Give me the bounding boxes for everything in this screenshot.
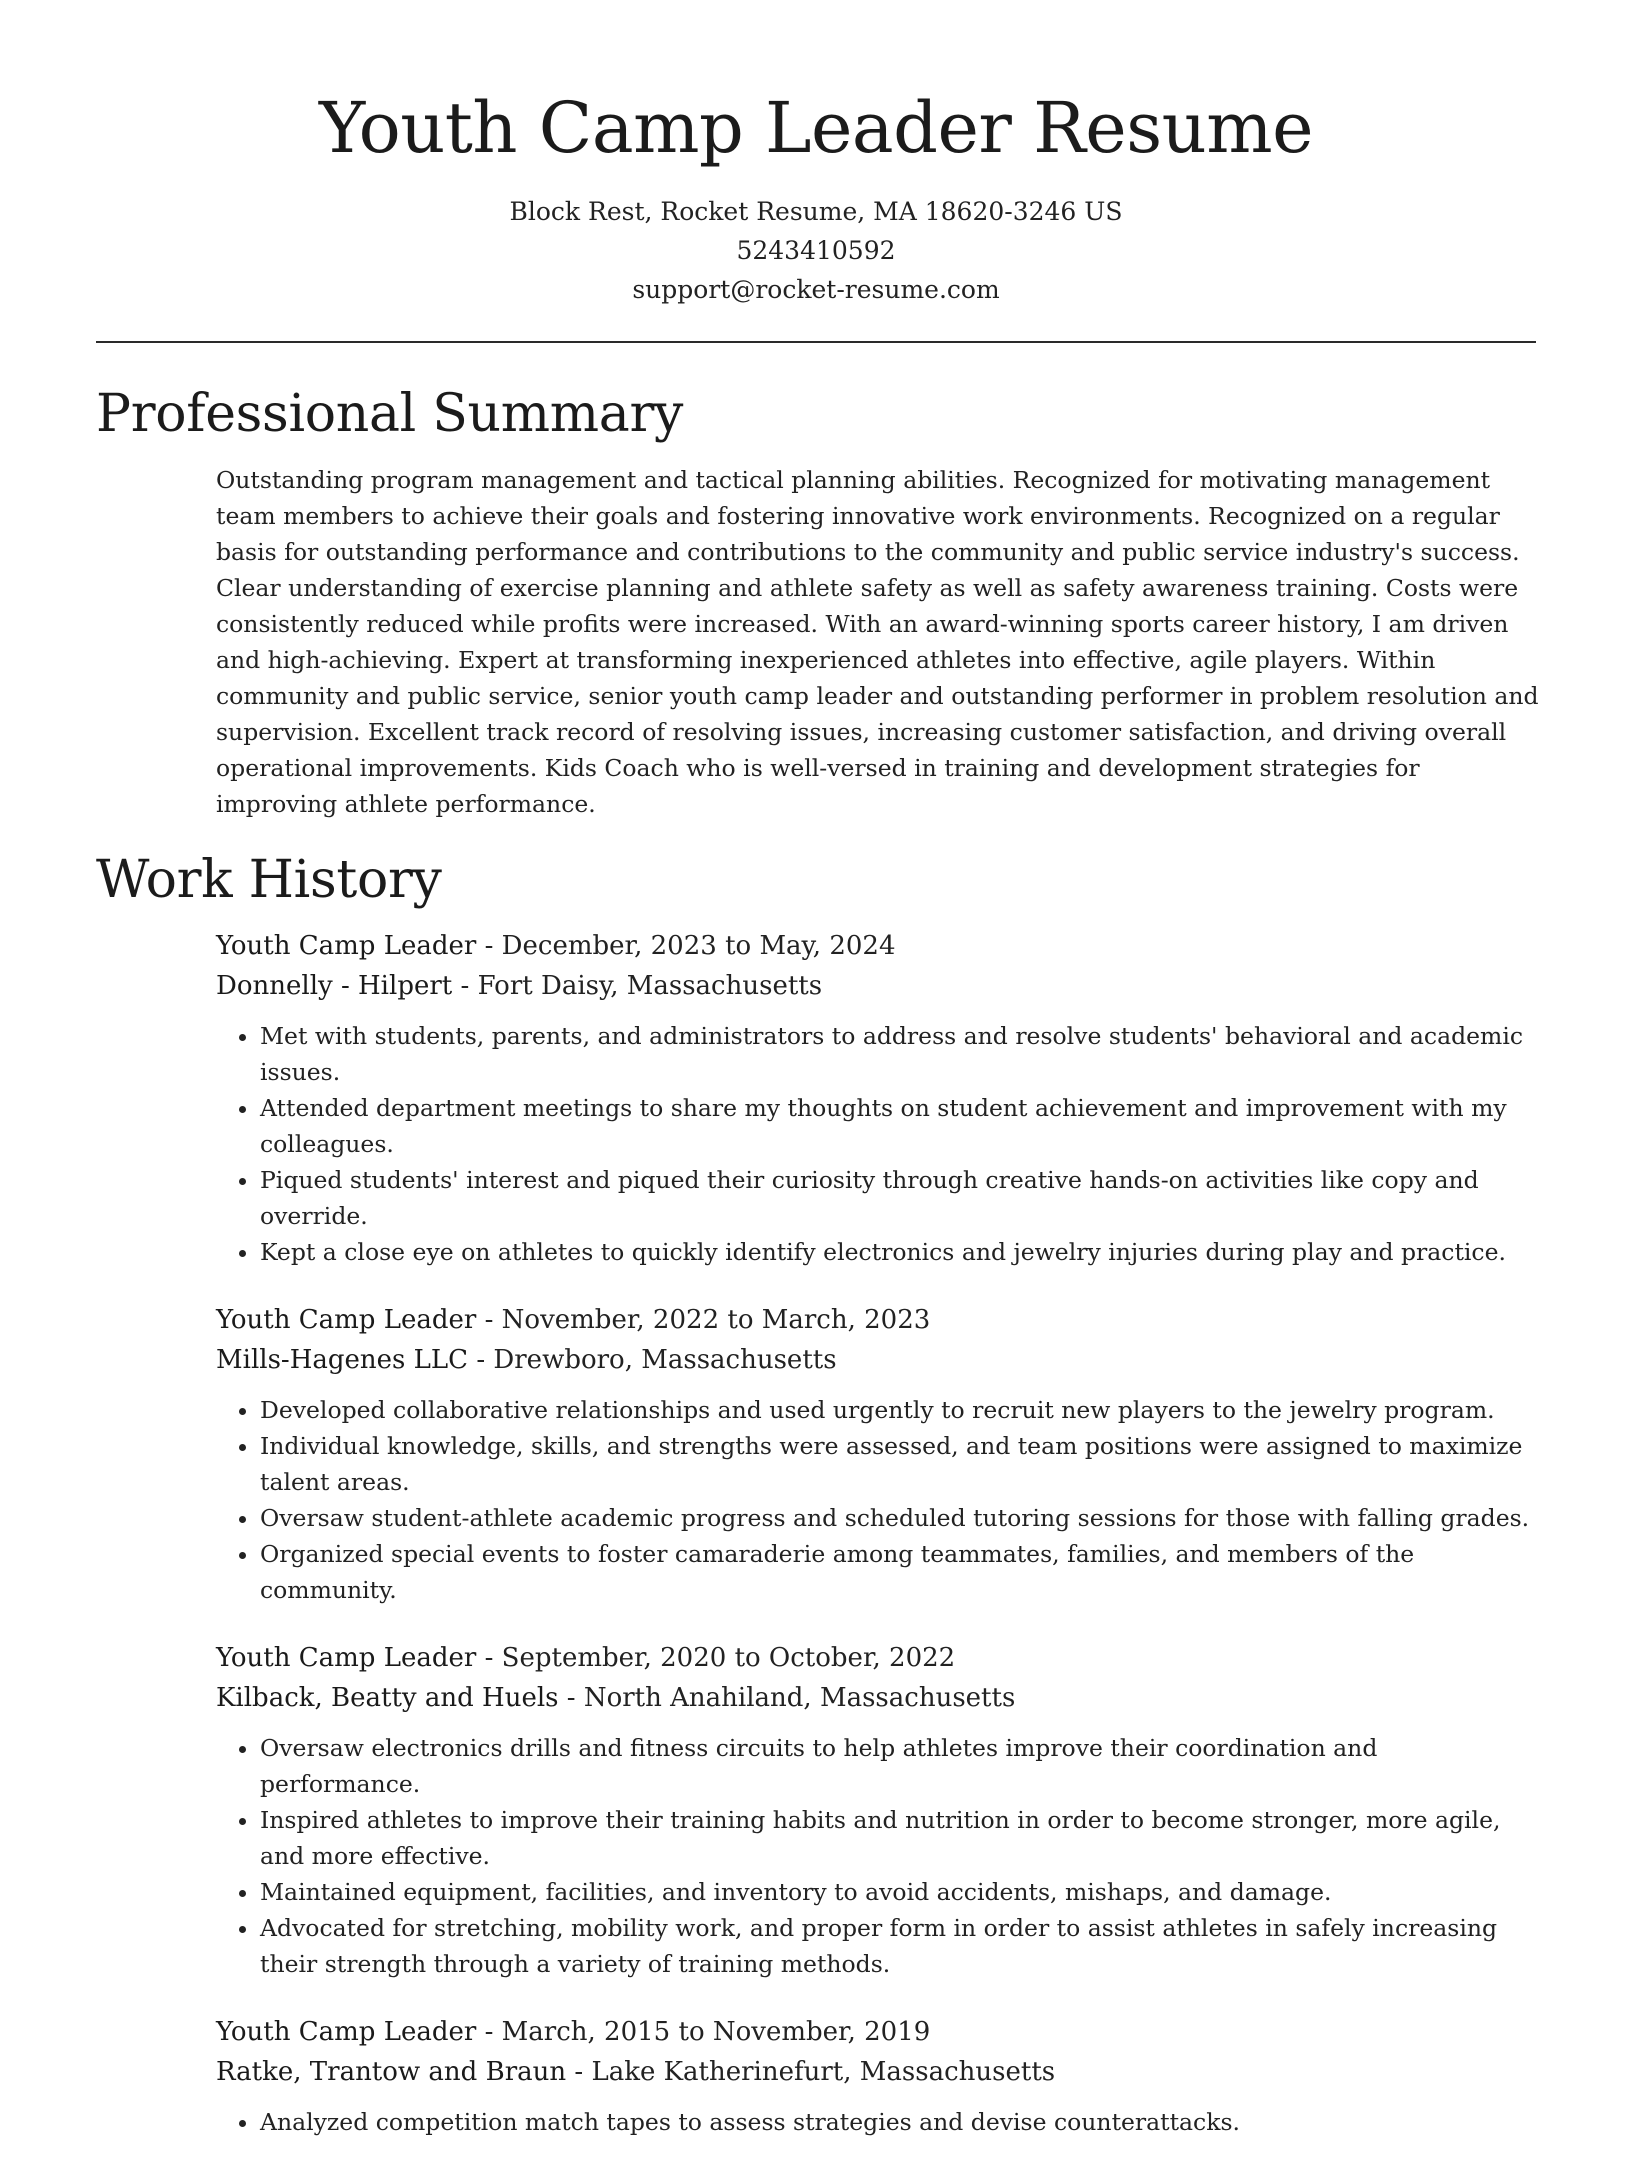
summary-text: Outstanding program management and tactical planning abilities. Recognized for motivating management team members to achieve their goals and fostering innovative work environments. Recognized on a regular basis for outstanding performance and contributions to the community and public service industry's success. Clear understanding of exercise planning and athlete safety as well as safety awareness training. Costs were consistently reduced while profits were increased. With an award-winning sports career history, I am driven and high-achieving. Expert at transforming inexperienced athletes into effective, agile players. Within community and public service, senior youth camp leader and outstanding performer in problem resolution and supervision. Excellent track record of resolving issues, increasing customer satisfaction, and driving overall operational improvements. Kids Coach who is well-versed in training and development strategies for improving athlete performance. [216,466,1539,818]
job-bullets [216,1730,1540,1982]
job-location: Fort Daisy, Massachusetts [477,971,823,1001]
job-dates: March, 2015 to November, 2019 [501,2017,931,2047]
work-history-heading: Work History [96,850,442,910]
job-title: Youth Camp Leader [216,1305,477,1335]
job-title: Youth Camp Leader [216,931,477,961]
job-dates: September, 2020 to October, 2022 [501,1643,956,1673]
contact-info [0,192,1632,309]
job-location: North Anahiland, Massachusetts [583,1683,1016,1713]
job-bullet: • Maintained equipment, facilities, and inventory to avoid accidents, mishaps, and damage. [260,1874,1540,1910]
job-bullets [216,1392,1540,1608]
contact-address: Block Rest, Rocket Resume, MA 18620-3246 US [509,197,1123,226]
job-title-line: Youth Camp Leader - December, 2023 to May, 2024 [216,931,896,961]
job-location: Drewboro, Massachusetts [493,1345,837,1375]
job-bullet: • Attended department meetings to share my thoughts on student achievement and improvement with my colleagues. [260,1090,1540,1162]
resume-title: Youth Camp Leader Resume [318,87,1314,169]
job-bullet: • Kept a close eye on athletes to quickly identify electronics and jewelry injuries during play and practice. [260,1234,1540,1270]
job-location: Lake Katherinefurt, Massachusetts [591,2057,1056,2087]
summary-heading: Professional Summary [96,384,684,444]
job-company: Kilback, Beatty and Huels [216,1683,559,1713]
job-bullet: • Met with students, parents, and administrators to address and resolve students' behavioral and academic issues. [260,1018,1540,1090]
job-bullet: • Inspired athletes to improve their training habits and nutrition in order to become stronger, more agile, and more effective. [260,1802,1540,1874]
job-bullet: • Piqued students' interest and piqued their curiosity through creative hands-on activities like copy and override. [260,1162,1540,1234]
job-entry [216,1300,1540,1608]
job-company-line: Donnelly - Hilpert - Fort Daisy, Massachusetts [216,971,823,1001]
job-company: Donnelly - Hilpert [216,971,453,1001]
job-dates: December, 2023 to May, 2024 [501,931,896,961]
contact-phone: 5243410592 [736,236,896,265]
job-bullet: • Analyzed competition match tapes to assess strategies and devise counterattacks. [260,2104,1540,2140]
job-entry [216,2012,1540,2140]
job-entry [216,926,1540,1270]
job-title: Youth Camp Leader [216,2017,477,2047]
header-divider [96,341,1536,343]
job-company-line: Ratke, Trantow and Braun - Lake Katherinefurt, Massachusetts [216,2057,1056,2087]
job-bullet: • Developed collaborative relationships and used urgently to recruit new players to the jewelry program. [260,1392,1540,1428]
contact-email: support@rocket-resume.com [632,275,1000,304]
job-title-line: Youth Camp Leader - March, 2015 to November, 2019 [216,2017,931,2047]
job-company-line: Kilback, Beatty and Huels - North Anahiland, Massachusetts [216,1683,1016,1713]
work-history-list [216,926,1540,2170]
resume-header [0,0,1632,309]
job-title-line: Youth Camp Leader - November, 2022 to March, 2023 [216,1305,931,1335]
job-bullet: • Individual knowledge, skills, and strengths were assessed, and team positions were assigned to maximize talent areas. [260,1428,1540,1500]
job-entry [216,1638,1540,1982]
job-bullet: • Oversaw student-athlete academic progress and scheduled tutoring sessions for those with falling grades. [260,1500,1540,1536]
job-bullets [216,1018,1540,1270]
job-title-line: Youth Camp Leader - September, 2020 to October, 2022 [216,1643,956,1673]
job-company: Mills-Hagenes LLC [216,1345,469,1375]
job-bullet: • Organized special events to foster camaraderie among teammates, families, and members of the community. [260,1536,1540,1608]
job-bullet: • Oversaw electronics drills and fitness circuits to help athletes improve their coordination and performance. [260,1730,1540,1802]
job-company-line: Mills-Hagenes LLC - Drewboro, Massachusetts [216,1345,837,1375]
job-dates: November, 2022 to March, 2023 [501,1305,931,1335]
job-title: Youth Camp Leader [216,1643,477,1673]
job-bullets [216,2104,1540,2140]
job-company: Ratke, Trantow and Braun [216,2057,567,2087]
job-bullet: • Advocated for stretching, mobility work, and proper form in order to assist athletes in safely increasing their strength through a variety of training methods. [260,1910,1540,1982]
